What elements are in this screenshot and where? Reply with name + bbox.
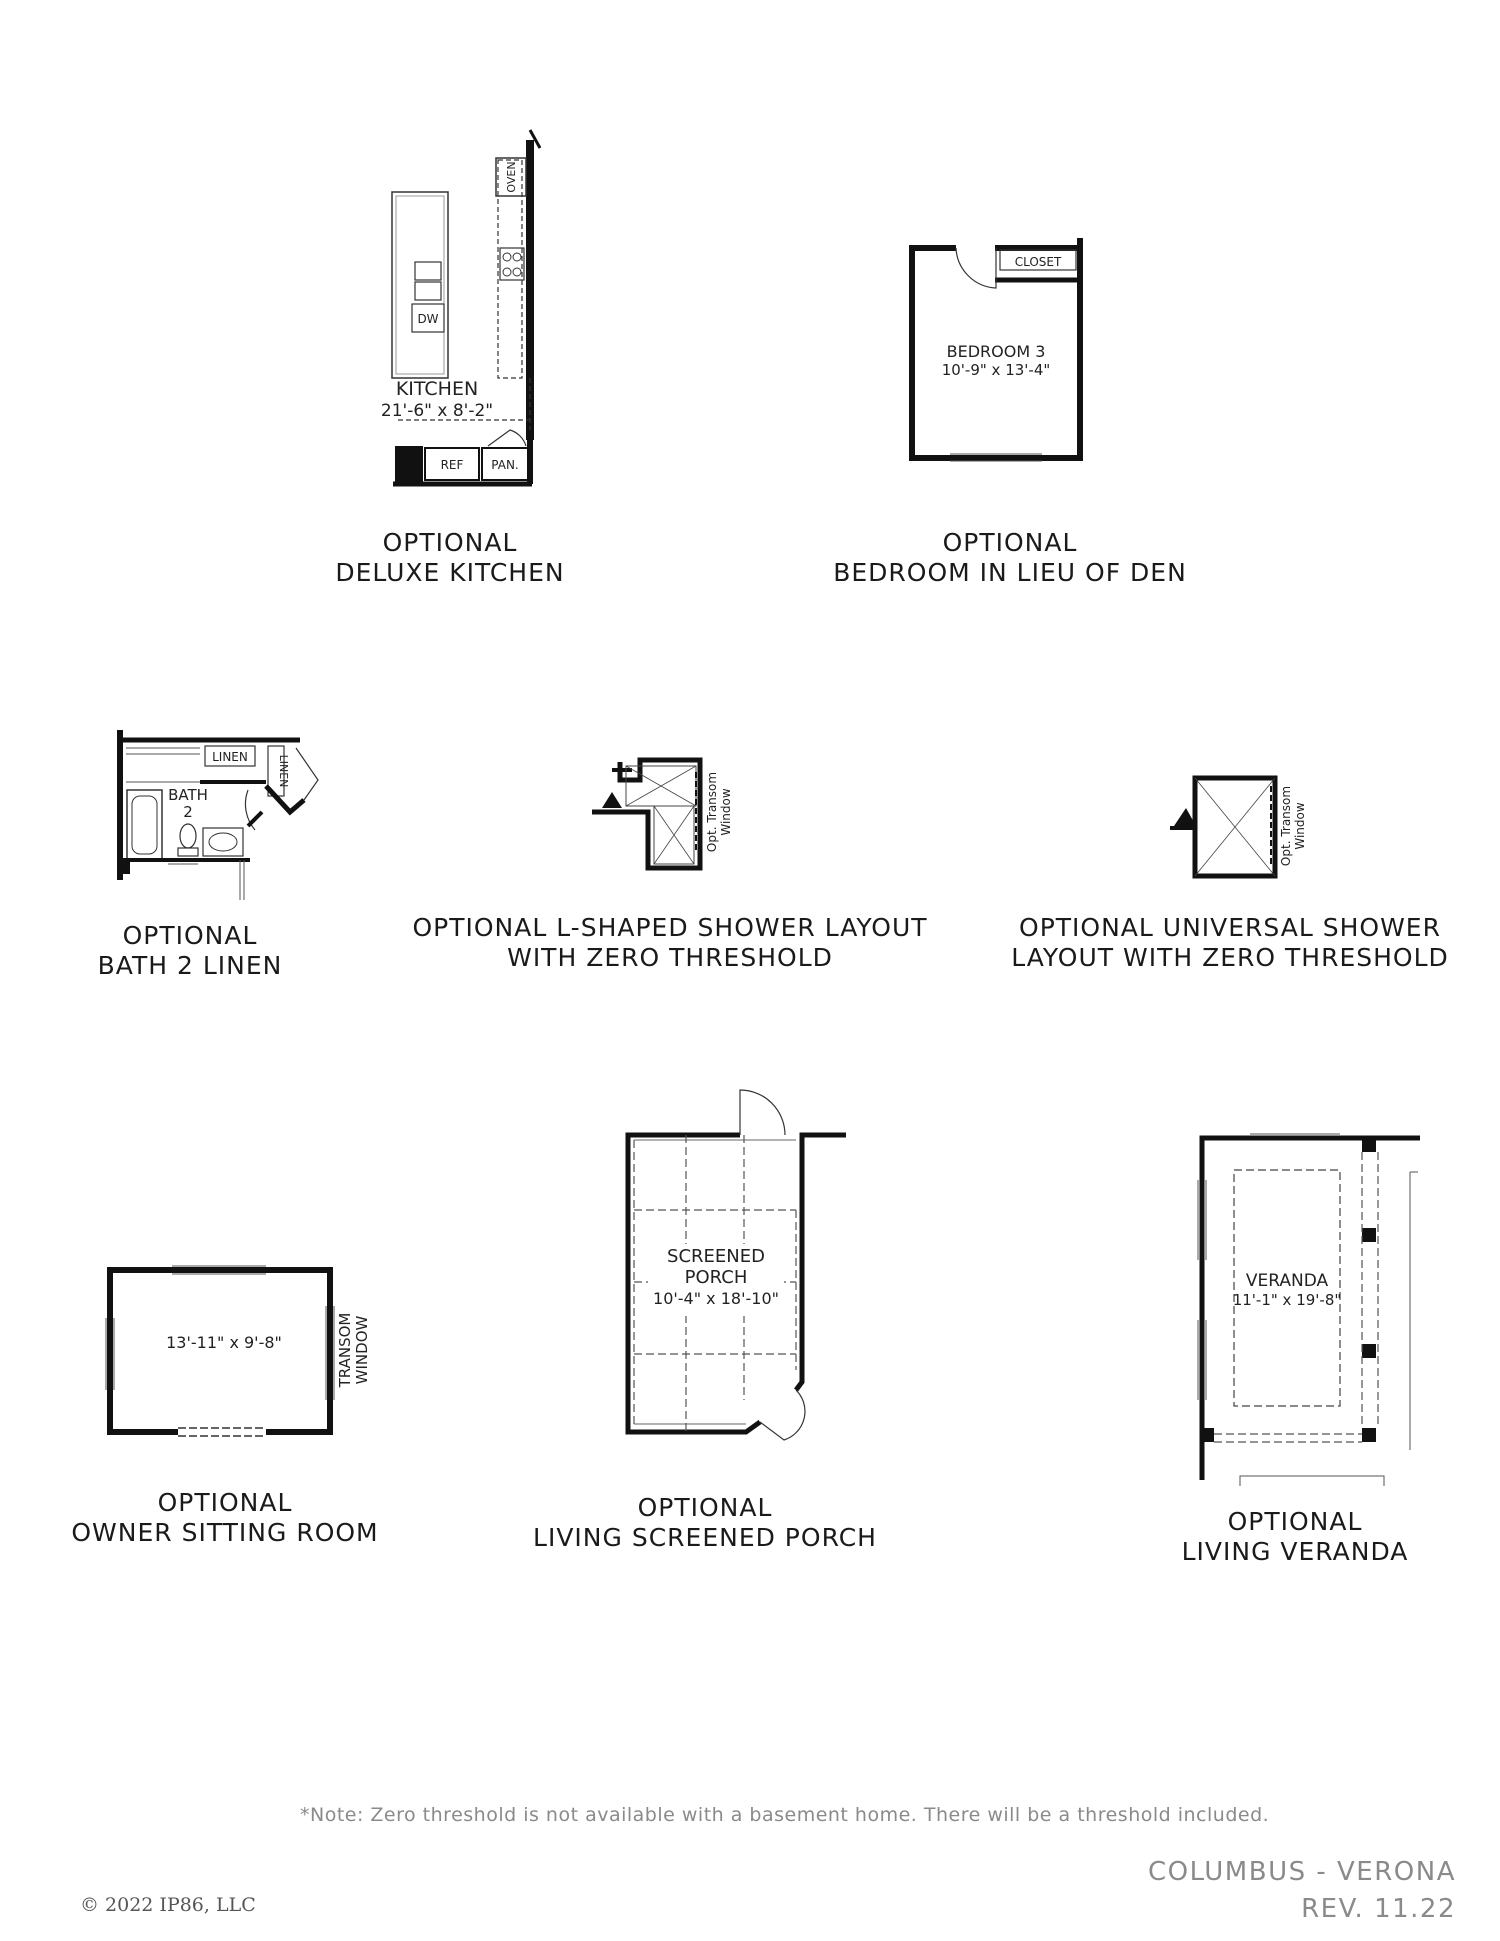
linen-vertical-label: LINEN [277,754,290,788]
caption-deluxe-kitchen [300,528,600,588]
bedroom-door [956,248,996,288]
caption-bath-linen [70,921,310,981]
caption-line: BEDROOM IN LIEU OF DEN [833,558,1187,587]
kitchen-island [392,192,448,378]
bath-2-linen-plan [120,730,318,900]
sink-icon [415,262,441,280]
caption-line: OPTIONAL UNIVERSAL SHOWER [1019,913,1441,942]
sitting-room-dims: 13'-11" x 9'-8" [166,1333,282,1352]
project-name: COLUMBUS - VERONA [1147,1857,1456,1887]
caption-line: OPTIONAL [637,1493,773,1522]
dw-label: DW [417,312,439,326]
bath-name: BATH [168,786,208,804]
transom-opt-label-3: Opt. Transom [1279,785,1293,867]
transom-opt-label-2: Window [719,788,733,836]
copyright: © 2022 IP86, LLC [80,1894,256,1916]
toilet-icon [180,824,196,848]
deluxe-kitchen-plan [381,130,540,484]
caption-bedroom-den [820,528,1200,588]
caption-line: LIVING SCREENED PORCH [533,1523,877,1552]
transom-opt-label-4: Window [1293,802,1307,850]
bath-number: 2 [183,803,193,821]
screened-porch-plan [628,1090,846,1440]
porch-dims: 10'-4" x 18'-10" [653,1289,779,1308]
threshold-note: *Note: Zero threshold is not available with a basement home. There will be a threshold included. [300,1804,1270,1826]
veranda-dims: 11'-1" x 19'-8" [1232,1291,1342,1309]
caption-line: OPTIONAL [122,921,258,950]
porch-name-2: PORCH [684,1267,748,1288]
kitchen-dims: 21'-6" x 8'-2" [380,401,494,421]
pan-label: PAN. [491,458,519,472]
universal-shower-plan [1170,778,1307,876]
wall-block [395,446,423,482]
cooktop-icon [500,248,524,280]
transom-opt-label-1: Opt. Transom [705,771,719,853]
bedroom-dims: 10'-9" x 13'-4" [941,361,1051,379]
bedroom-name: BEDROOM 3 [946,342,1046,361]
veranda-plan [1198,1134,1420,1486]
caption-line: LAYOUT WITH ZERO THRESHOLD [1011,943,1449,972]
revision: REV. 11.22 [1301,1894,1456,1924]
porch-door [740,1090,785,1135]
porch-name-1: SCREENED [667,1246,765,1267]
transom-label-2: WINDOW [353,1315,371,1385]
caption-universal-shower [995,913,1465,973]
linen-label: LINEN [212,750,248,764]
caption-line: OPTIONAL [1227,1507,1363,1536]
caption-line: WITH ZERO THRESHOLD [507,943,833,972]
caption-line: OPTIONAL [157,1488,293,1517]
caption-screened-porch [530,1493,880,1553]
caption-sitting-room [60,1488,390,1548]
caption-l-shower [390,913,950,973]
bedroom-3-plan [912,238,1080,461]
caption-line: OPTIONAL [382,528,518,557]
ref-label: REF [440,458,464,472]
oven-label: OVEN [505,161,518,193]
closet-label: CLOSET [1014,255,1062,269]
owner-sitting-room-plan [106,1266,371,1438]
kitchen-name: KITCHEN [395,378,479,400]
transom-label-1: TRANSOM [336,1312,354,1388]
caption-line: BATH 2 LINEN [97,951,283,980]
caption-line: OPTIONAL [942,528,1078,557]
veranda-name: VERANDA [1245,1271,1329,1291]
caption-line: OWNER SITTING ROOM [71,1518,379,1547]
l-shaped-shower-plan [592,760,733,868]
caption-line: OPTIONAL L-SHAPED SHOWER LAYOUT [412,913,928,942]
caption-veranda [1170,1507,1420,1567]
caption-line: DELUXE KITCHEN [335,558,565,587]
caption-line: LIVING VERANDA [1181,1537,1409,1566]
